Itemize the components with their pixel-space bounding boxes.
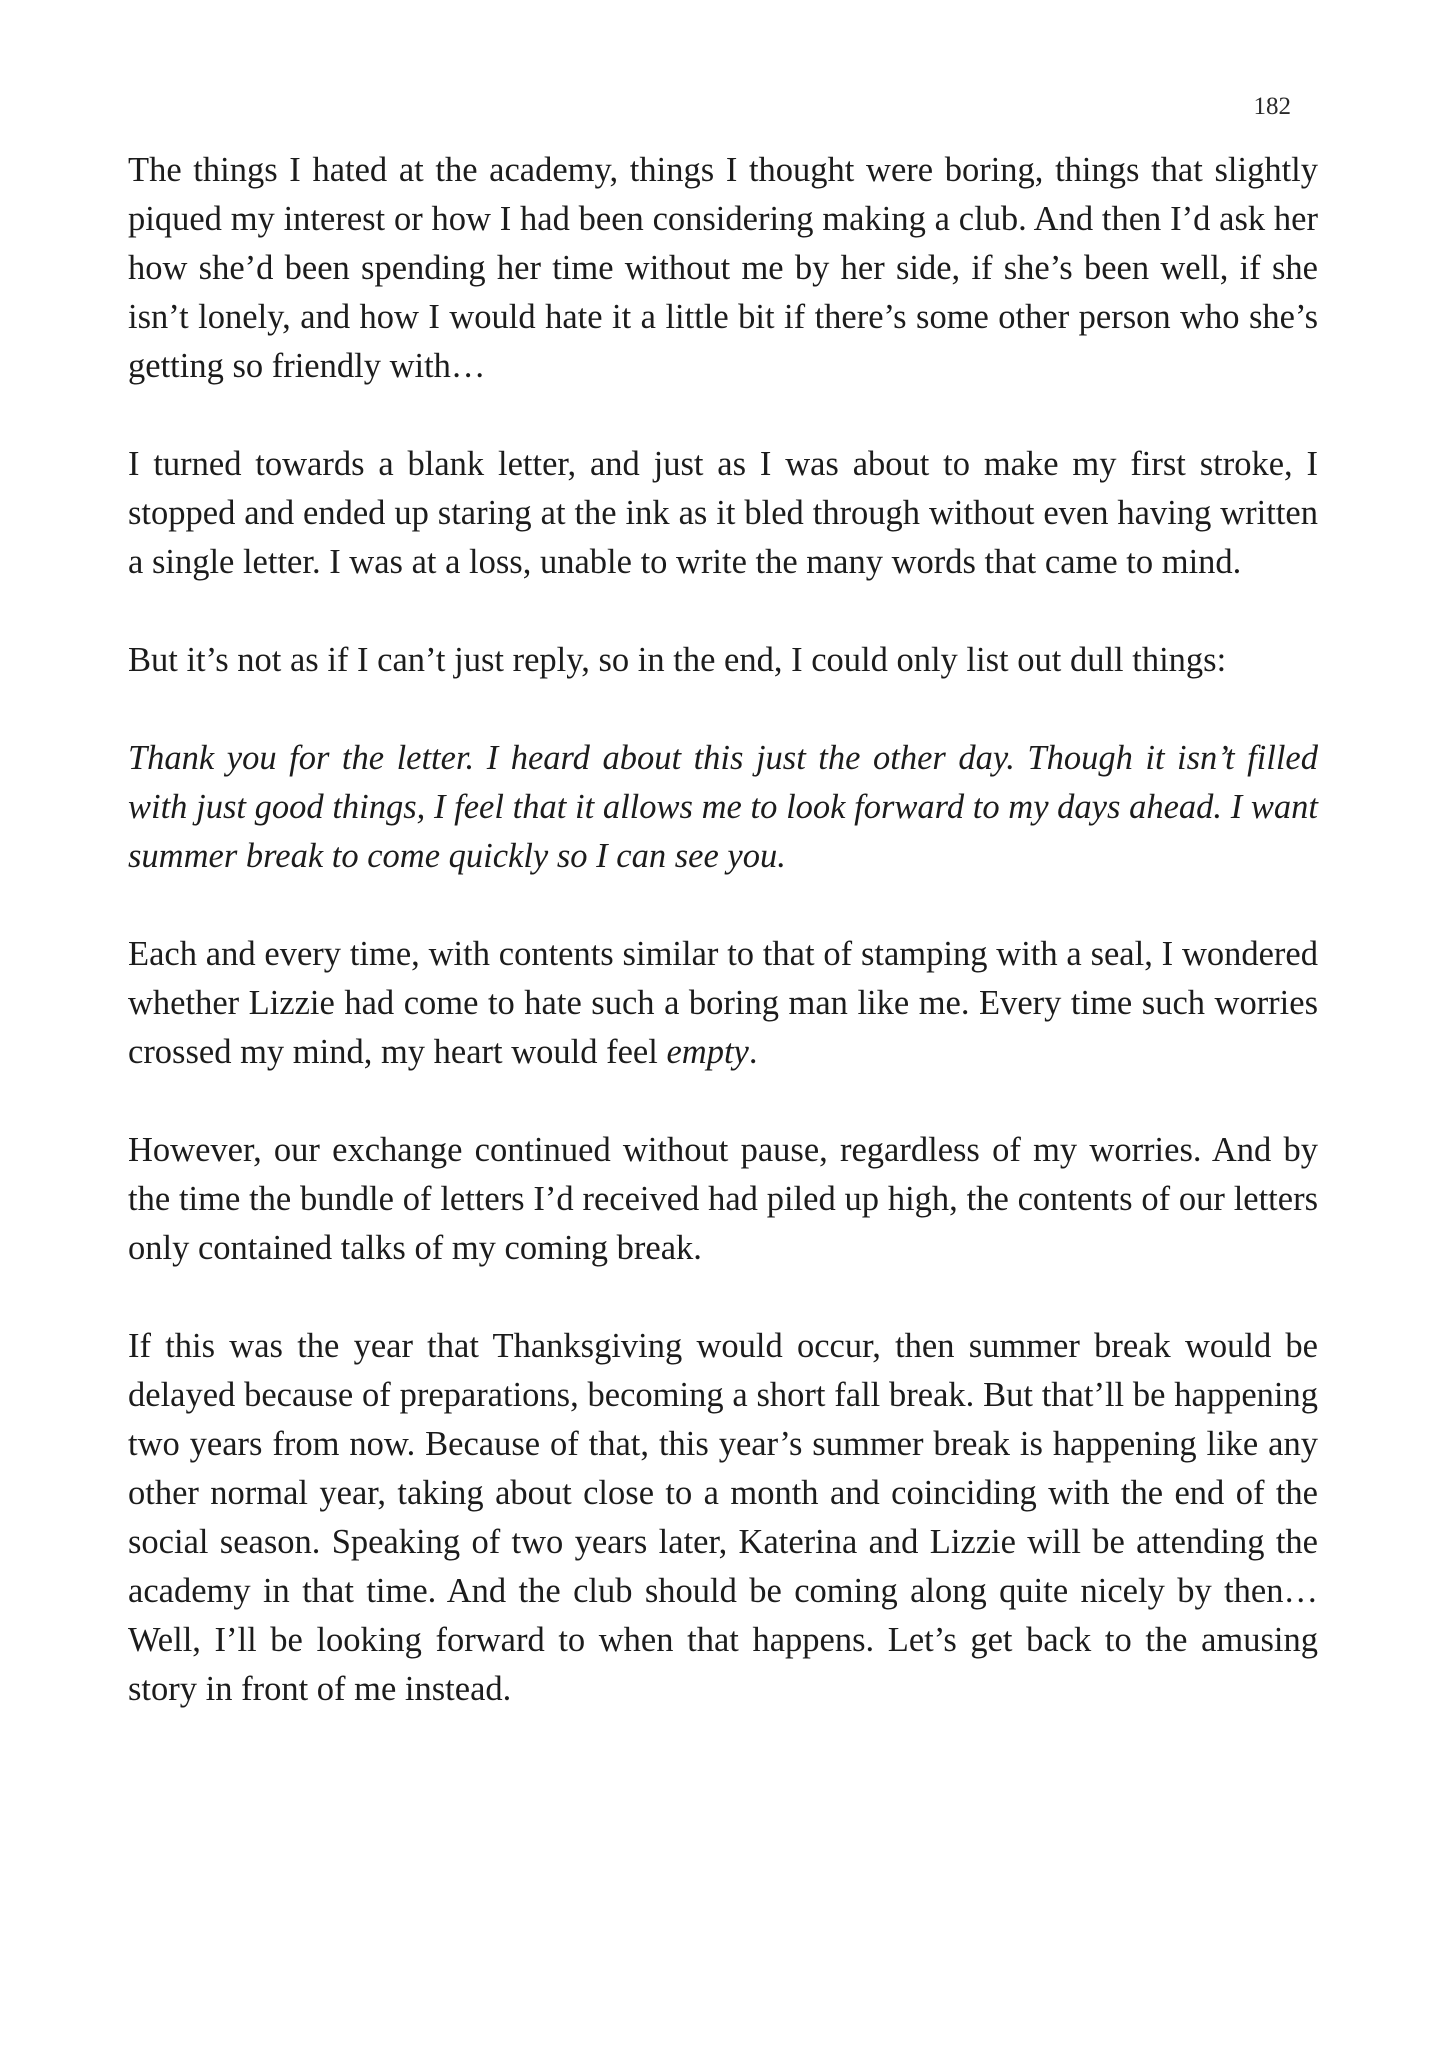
paragraph-5-end: . [748, 1033, 758, 1071]
emphasis-empty: empty [666, 1033, 749, 1071]
paragraph-5-text: Each and every time, with contents similar to that of stamping with a seal, I wondered whether Lizzie had come to hate such a boring man like me. Every time such worries crossed my mind, my heart would feel [128, 935, 1318, 1071]
paragraph-7: If this was the year that Thanksgiving would occur, then summer break would be delayed because of preparations, becoming a short fall break. But that’ll be happening two years from now. Because of that, this year’s summer break is happening like any other normal year, taking about close to a month and coinciding with the end of the social season. Speaking of two years later, Katerina and Lizzie will be attending the academy in that time. And the club should be coming along quite nicely by then… Well, I’ll be looking forward to when that happens. Let’s get back to the amusing story in front of me instead. [128, 1327, 1318, 1708]
page-number: 182 [1253, 93, 1291, 120]
paragraph-3: But it’s not as if I can’t just reply, so in the end, I could only list out dull things: [128, 641, 1227, 679]
paragraph-6: However, our exchange continued without pause, regardless of my worries. And by the time the bundle of letters I’d received had piled up high, the contents of our letters only contained talks of my coming break. [128, 1131, 1318, 1267]
paragraph-2: I turned towards a blank letter, and just as I was about to make my first stroke, I stopped and ended up staring at the ink as it bled through without even having written a single letter. I was at a loss, unable to write the many words that came to mind. [128, 445, 1318, 581]
paragraph-5 [128, 930, 1318, 1077]
paragraph-1: The things I hated at the academy, things I thought were boring, things that slightly piqued my interest or how I had been considering making a club. And then I’d ask her how she’d been spending her time without me by her side, if she’s been well, if she isn’t lonely, and how I would hate it a little bit if there’s some other person who she’s getting so friendly with… [128, 151, 1318, 385]
letter-reply-paragraph: Thank you for the letter. I heard about this just the other day. Though it isn’t filled with just good things, I feel that it allows me to look forward to my days ahead. I want summer break to come quickly so I can see you. [128, 739, 1318, 875]
body-text [128, 146, 1318, 1763]
